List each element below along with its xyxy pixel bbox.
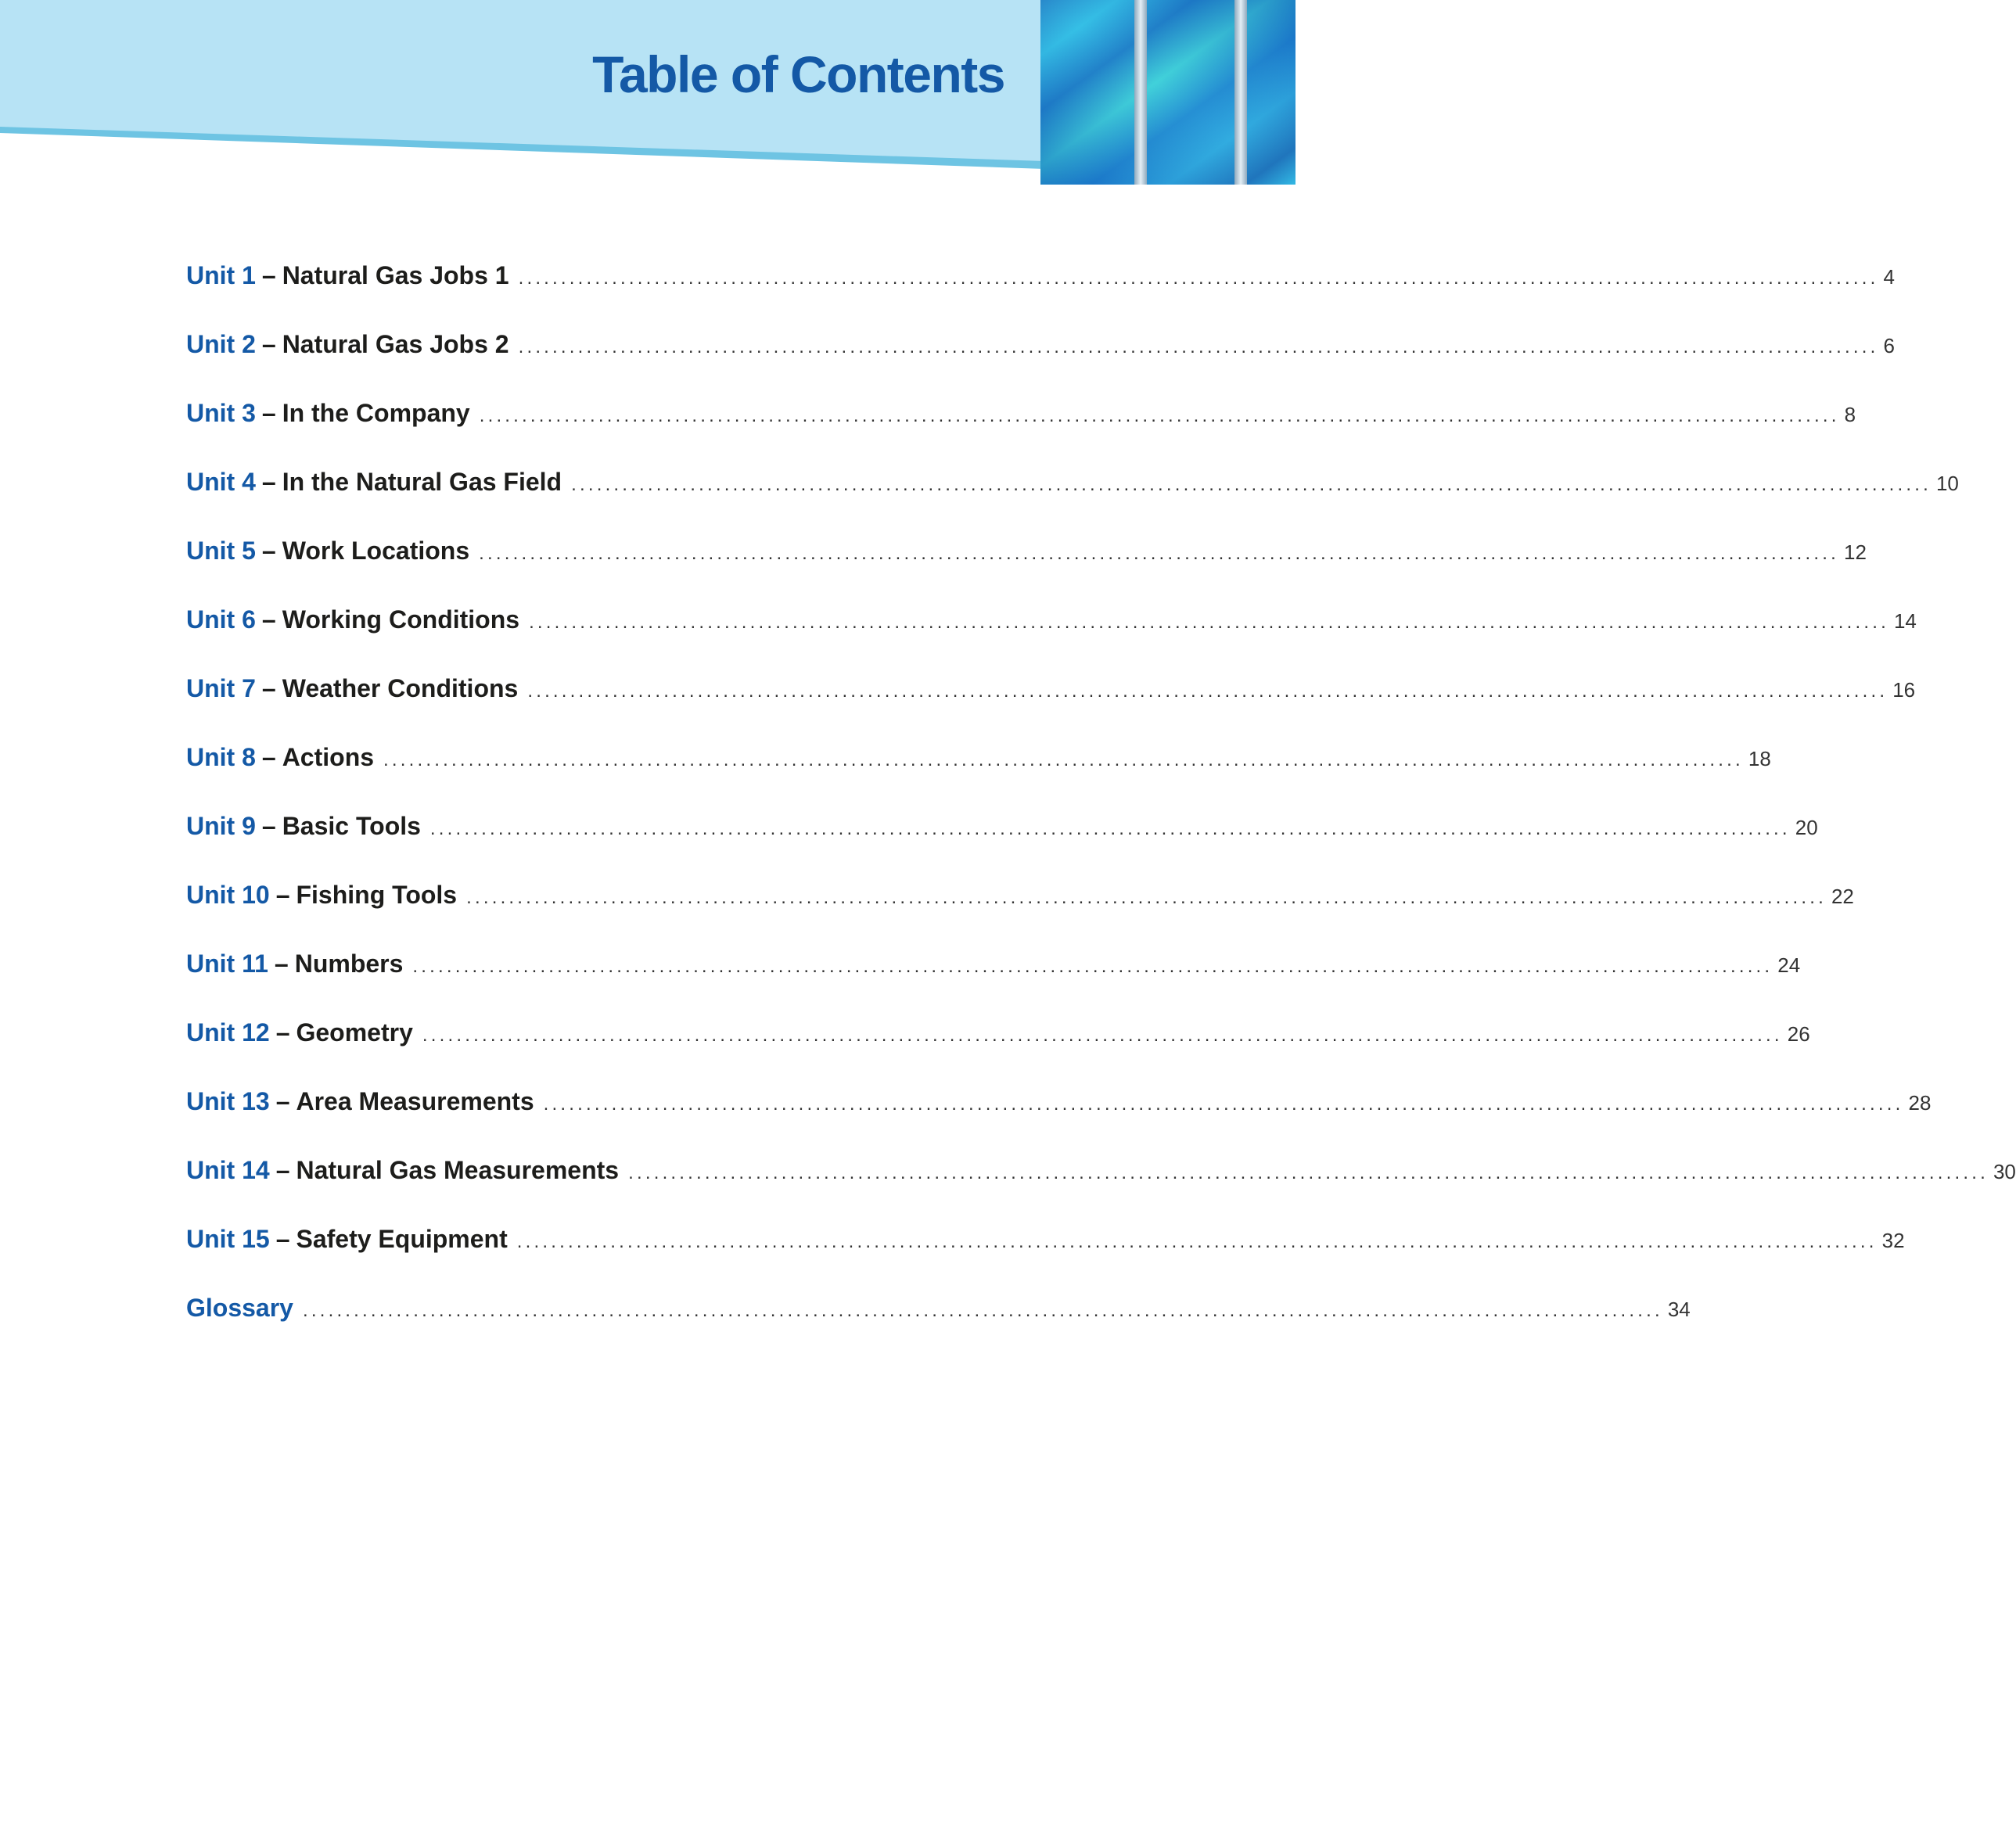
toc-page-number: 18: [1748, 747, 1771, 770]
toc-entry-label: Unit 3: [186, 399, 256, 427]
toc-entry-name: Working Conditions: [282, 605, 520, 634]
toc-dot-leader: ................................................................................................................................................................: [571, 474, 1932, 495]
toc-entry-label: Unit 8: [186, 743, 256, 771]
header-photo-post-1: [1134, 0, 1147, 185]
toc-entry-separator: –: [261, 537, 276, 565]
toc-entry-name: Work Locations: [282, 537, 470, 565]
toc-page-number: 28: [1908, 1091, 1932, 1115]
toc-entry-separator: –: [261, 605, 276, 634]
toc-dot-leader: ................................................................................................................................................................: [383, 749, 1744, 770]
toc-entry-title: [186, 261, 509, 290]
toc-entry[interactable]: [186, 1018, 1810, 1087]
toc-entry-separator: –: [261, 812, 276, 840]
toc-entry-name: Fishing Tools: [296, 881, 458, 909]
toc-entry-label: Unit 6: [186, 605, 256, 634]
toc-page-number: 14: [1893, 609, 1917, 633]
toc-dot-leader: ................................................................................................................................................................: [628, 1162, 1989, 1183]
header-photo-overlay: [1040, 0, 1295, 185]
toc-entry[interactable]: [186, 1087, 1932, 1156]
toc-entry-name: Basic Tools: [282, 812, 421, 840]
toc-entry-separator: –: [274, 950, 289, 978]
toc-entry[interactable]: [186, 950, 1801, 1018]
toc-entry-title: [186, 1225, 508, 1254]
toc-entry-name: Natural Gas Jobs 1: [282, 261, 509, 289]
toc-entry[interactable]: [186, 1225, 1905, 1294]
toc-entry-label: Unit 1: [186, 261, 256, 289]
toc-dot-leader: ................................................................................................................................................................: [518, 336, 1879, 357]
toc-entry-title: [186, 1156, 619, 1185]
toc-entry-name: In the Company: [282, 399, 470, 427]
toc-page-number: 26: [1787, 1022, 1810, 1046]
toc-entry-name: In the Natural Gas Field: [282, 468, 562, 496]
toc-entry-title: [186, 881, 457, 910]
toc-page-number: 34: [1667, 1298, 1691, 1321]
toc-entry-title: [186, 330, 509, 359]
header-photo-post-2: [1234, 0, 1247, 185]
toc-entry-label: Unit 15: [186, 1225, 270, 1253]
toc-entry-separator: –: [261, 399, 276, 427]
toc-entry[interactable]: [186, 537, 1867, 605]
toc-dot-leader: ................................................................................................................................................................: [412, 956, 1773, 977]
toc-page-number: 6: [1883, 334, 1895, 357]
toc-dot-leader: ................................................................................................................................................................: [516, 1231, 1878, 1252]
toc-entry[interactable]: [186, 1294, 1691, 1362]
toc-entry-separator: –: [275, 1225, 290, 1253]
toc-dot-leader: ................................................................................................................................................................: [422, 1025, 1783, 1046]
page-title: Table of Contents: [592, 45, 1004, 103]
toc-entry-name: Geometry: [296, 1018, 413, 1047]
toc-entry-name: Actions: [282, 743, 375, 771]
toc-entry-separator: –: [275, 1156, 290, 1184]
toc-dot-leader: ................................................................................................................................................................: [429, 818, 1791, 839]
toc-entry-separator: –: [261, 743, 276, 771]
toc-entry-name: Safety Equipment: [296, 1225, 508, 1253]
page-header: [0, 0, 1295, 188]
toc-entry-title: [186, 399, 470, 428]
toc-entry[interactable]: [186, 1156, 2016, 1225]
toc-page-number: 4: [1883, 265, 1895, 289]
toc-entry[interactable]: [186, 468, 1959, 537]
toc-entry-title: [186, 812, 421, 841]
toc-entry-separator: –: [275, 881, 290, 909]
toc-entry-title: [186, 605, 519, 634]
toc-entry-separator: –: [275, 1018, 290, 1047]
toc-entry-label: Unit 11: [186, 950, 268, 978]
toc-entry-name: Area Measurements: [296, 1087, 534, 1115]
toc-entry-separator: –: [261, 674, 276, 702]
toc-entry-separator: –: [261, 468, 276, 496]
toc-entry-label: Unit 12: [186, 1018, 270, 1047]
toc-entry-title: [186, 537, 469, 565]
toc-dot-leader: ................................................................................................................................................................: [543, 1093, 1904, 1115]
toc-dot-leader: ................................................................................................................................................................: [479, 405, 1840, 426]
toc-entry-name: Natural Gas Jobs 2: [282, 330, 509, 358]
toc-entry-title: [186, 743, 374, 772]
toc-dot-leader: ................................................................................................................................................................: [529, 612, 1889, 633]
toc-entry-label: Unit 4: [186, 468, 256, 496]
toc-entry-label: Unit 7: [186, 674, 256, 702]
toc-dot-leader: ................................................................................................................................................................: [479, 543, 1839, 564]
toc-entry-title: [186, 950, 403, 978]
toc-page-number: 30: [1993, 1160, 2016, 1183]
toc-entry-separator: –: [261, 261, 276, 289]
toc-entry-label: Unit 13: [186, 1087, 270, 1115]
toc-entry[interactable]: [186, 881, 1854, 950]
toc-entry-title: [186, 1087, 534, 1116]
toc-entry-label: Unit 14: [186, 1156, 270, 1184]
toc-entry[interactable]: [186, 743, 1771, 812]
table-of-contents: [186, 261, 2016, 1362]
toc-dot-leader: ................................................................................................................................................................: [518, 267, 1879, 289]
toc-entry-title: [186, 1018, 413, 1047]
toc-entry[interactable]: [186, 605, 1917, 674]
toc-page-number: 22: [1831, 885, 1854, 908]
toc-entry-label: Unit 2: [186, 330, 256, 358]
toc-entry-label: Unit 9: [186, 812, 256, 840]
toc-page-number: 8: [1844, 403, 1856, 426]
toc-entry[interactable]: [186, 330, 1895, 399]
toc-entry[interactable]: [186, 261, 1895, 330]
toc-entry-title: [186, 1294, 293, 1323]
toc-entry-name: Weather Conditions: [282, 674, 519, 702]
toc-dot-leader: ................................................................................................................................................................: [302, 1300, 1663, 1321]
toc-page-number: 24: [1777, 953, 1801, 977]
toc-entry[interactable]: [186, 812, 1818, 881]
toc-page-number: 12: [1844, 540, 1867, 564]
toc-entry-separator: –: [261, 330, 276, 358]
toc-entry-label: Unit 5: [186, 537, 256, 565]
toc-entry-separator: –: [275, 1087, 290, 1115]
toc-page-number: 16: [1892, 678, 1916, 702]
toc-entry-name: Numbers: [294, 950, 404, 978]
toc-entry[interactable]: [186, 674, 1916, 743]
toc-entry-label: Glossary: [186, 1294, 293, 1322]
toc-dot-leader: ................................................................................................................................................................: [466, 887, 1827, 908]
toc-page-number: 32: [1881, 1229, 1905, 1252]
toc-entry-label: Unit 10: [186, 881, 270, 909]
toc-dot-leader: ................................................................................................................................................................: [527, 680, 1888, 702]
toc-page-number: 20: [1795, 816, 1818, 839]
toc-entry-title: [186, 468, 562, 497]
toc-page-number: 10: [1935, 472, 1959, 495]
toc-entry-name: Natural Gas Measurements: [296, 1156, 620, 1184]
toc-entry-title: [186, 674, 518, 703]
toc-entry[interactable]: [186, 399, 1856, 468]
